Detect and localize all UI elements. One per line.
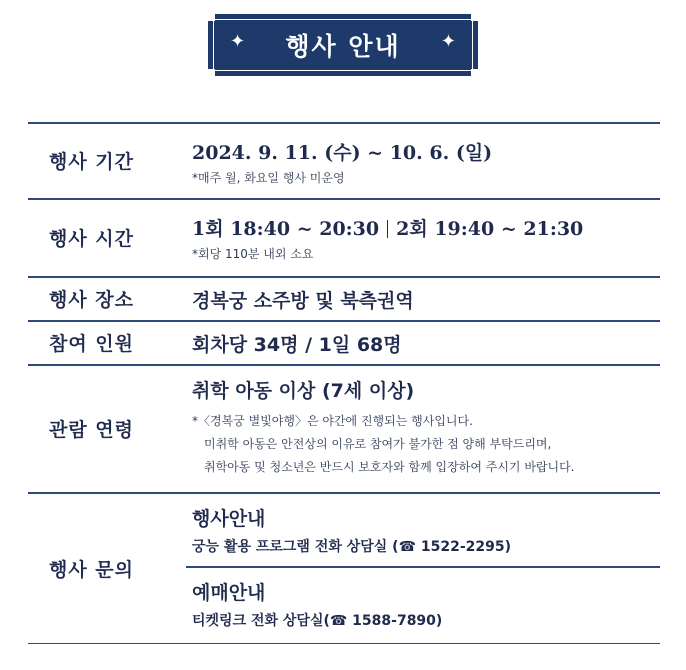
- row-label: 행사 시간: [48, 227, 135, 250]
- age-note: 취학아동 및 청소년은 반드시 보호자와 함께 입장하여 주시기 바랍니다.: [204, 460, 575, 474]
- row-label: 행사 기간: [48, 150, 135, 173]
- inquiry-phone: 궁능 활용 프로그램 전화 상담실 (☎ 1522-2295): [192, 539, 512, 555]
- divider: [28, 643, 660, 645]
- row-period: [28, 122, 660, 198]
- row-inquiry: [28, 492, 660, 644]
- page-title: 행사 안내: [285, 32, 401, 61]
- age-note: 미취학 아동은 안전상의 이유로 참여가 불가한 점 양해 부탁드리며,: [204, 437, 552, 451]
- period-note: *매주 월, 화요일 행사 미운영: [192, 171, 345, 185]
- event-time: 1회 18:40 ~ 20:30 2회 19:40 ~ 21:30: [192, 218, 584, 240]
- row-place: [28, 276, 660, 320]
- row-age: [28, 364, 660, 492]
- booking-phone: 티켓링크 전화 상담실(☎ 1588-7890): [192, 613, 443, 629]
- info-table: [28, 122, 660, 644]
- event-capacity: 회차당 34명 / 1일 68명: [192, 334, 402, 356]
- divider: [186, 566, 660, 568]
- time-note: *회당 110분 내외 소요: [192, 247, 314, 261]
- age-note: *〈경복궁 별빛야행〉은 야간에 진행되는 행사입니다.: [192, 414, 473, 428]
- row-people: [28, 320, 660, 364]
- row-label: 참여 인원: [48, 332, 135, 355]
- row-label: 행사 문의: [48, 558, 135, 581]
- event-period: 2024. 9. 11. (수) ~ 10. 6. (일): [192, 142, 493, 164]
- row-label: 관람 연령: [48, 418, 135, 441]
- row-time: [28, 198, 660, 276]
- star-icon: ✦: [230, 31, 246, 52]
- title-banner: [208, 14, 478, 76]
- booking-title: 예매안내: [192, 582, 266, 604]
- star-icon: ✦: [440, 31, 456, 52]
- age-requirement: 취학 아동 이상 (7세 이상): [192, 380, 415, 402]
- event-place: 경복궁 소주방 및 북측권역: [192, 290, 414, 312]
- inquiry-title: 행사안내: [192, 508, 266, 530]
- row-label: 행사 장소: [48, 288, 135, 311]
